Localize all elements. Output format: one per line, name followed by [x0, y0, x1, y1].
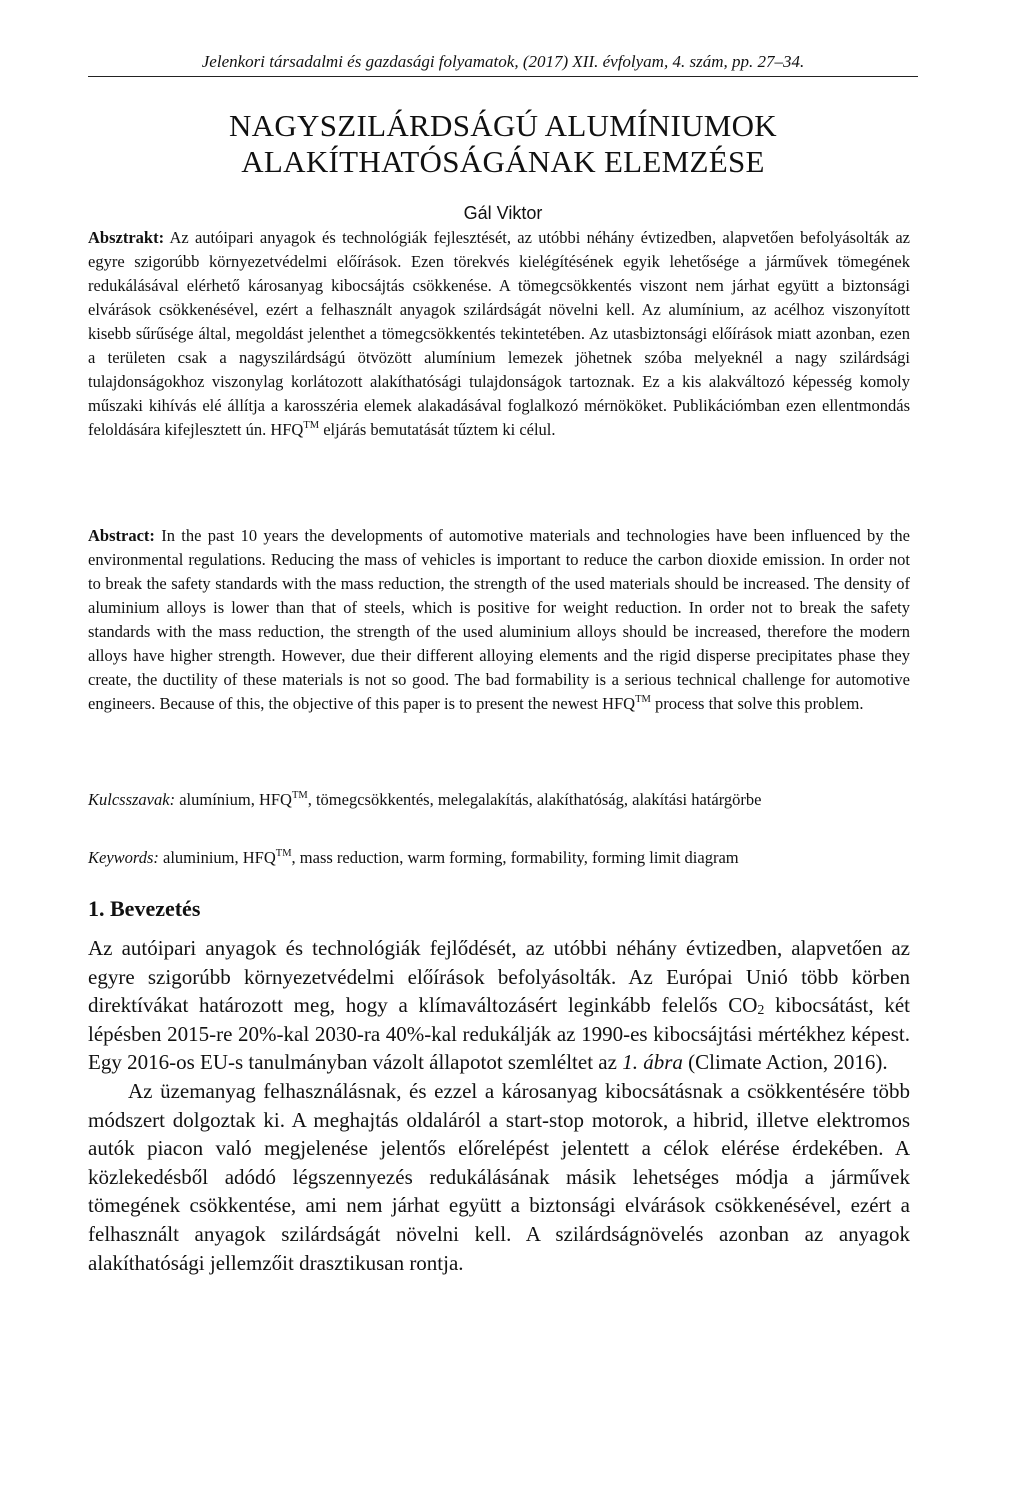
- title-line-1: NAGYSZILÁRDSÁGÚ ALUMÍNIUMOK: [228, 108, 777, 143]
- figure-reference: 1. ábra: [622, 1050, 683, 1075]
- keywords-hu-text-1: alumínium, HFQ: [175, 790, 292, 809]
- abstract-en-label: Abstract:: [88, 526, 155, 545]
- keywords-en-text-2: , mass reduction, warm forming, formability, forming limit diagram: [291, 848, 739, 867]
- co2-subscript: 2: [757, 1003, 765, 1019]
- abstract-english: [88, 524, 910, 716]
- p1-text-2: kibocsátást, két lépésben 2015-re 20%-kal 2030-ra 40%-kal redukálják az 1990-es kibocsájtási mértékhez képest. Egy 2016-os EU-s tanulmányban vázolt állapotot szemléltet az: [88, 993, 911, 1075]
- keywords-english: [88, 846, 918, 870]
- abstract-hu-text-1: Az autóipari anyagok és technológiák fejlesztését, az utóbbi néhány évtizedben, alapvetően befolyásolták az egyre szigorúbb környezetvédelmi előírások. Ezen törekvés kielégítésének egyik lehetősége a járművek tömegének redukálásával elérhető károsanyag kibocsájtás csökkenése. A tömegcsökkentés viszont nem járhat együtt a biztonsági elvárások csökkenésével, ezért a felhasznált anyagok szilárdságát növelni kell. Az alumínium, az acélhoz viszonyított kisebb sűrűsége által, megoldást jelenthet a tömegcsökkentés tekintetében. Az utasbiztonsági előírások miatt azonban, ezen a területen csak a nagyszilárdságú ötvözött alumínium lemezek jöhetnek szóba melyeknél a nagy szilárdsági tulajdonságokhoz viszonylag korlátozott alakíthatósági tulajdonságok tartoznak. Ez a kis alakváltozó képesség komoly műszaki kihívás elé állítja a karosszéria elemek alakadásával foglalkozó mérnököket. Publikációmban ezen ellentmondás feloldására kifejlesztett ún. HFQ: [88, 228, 910, 439]
- title-line-2: ALAKÍTHATÓSÁGÁNAK ELEMZÉSE: [241, 144, 765, 179]
- keywords-en-label: Keywords:: [88, 848, 159, 867]
- abstract-hungarian: [88, 226, 910, 442]
- author-name: Gál Viktor: [463, 203, 543, 223]
- keywords-hu-label: Kulcsszavak:: [88, 790, 176, 809]
- abstract-en-text-2: process that solve this problem.: [650, 694, 864, 713]
- trademark-superscript: TM: [291, 790, 308, 801]
- abstract-hu-text-2: eljárás bemutatását tűztem ki célul.: [319, 420, 556, 439]
- abstract-hu-label: Absztrakt:: [88, 228, 165, 247]
- body-paragraph-1: [88, 934, 910, 1077]
- p1-text-3: (Climate Action, 2016).: [682, 1050, 888, 1075]
- body-paragraph-2: Az üzemanyag felhasználásnak, és ezzel a károsanyag kibocsátásnak a csökkentésére több módszert dolgoztak ki. A meghajtás oldaláról a start-stop motorok, a hibrid, illetve elektromos autók piacon való megjelenése jelentős előrelépést jelentett a célok elérése érdekében. A közlekedésből adódó légszennyezés redukálásának másik lehetséges módja a járművek tömegének csökkentése, ami nem járhat együtt a biztonsági elvárások csökkenésével, ezért a felhasznált anyagok szilárdságát növelni kell. A szilárdságnövelés azonban az anyagok alakíthatósági jellemzőit drasztikusan rontja.: [88, 1078, 910, 1275]
- keywords-en-text-1: aluminium, HFQ: [158, 848, 276, 867]
- abstract-en-text-1: In the past 10 years the developments of automotive materials and technologies have been influenced by the environmental regulations. Reducing the mass of vehicles is important to reduce the carbon dioxide emission. In order not to break the safety standards with the mass reduction, the strength of the used materials should be increased. The density of aluminium alloys is lower than that of steels, which is positive for weight reduction. In order not to break the safety standards with the mass reduction, the strength of the used aluminium alloys should be increased, therefore the modern alloys have higher strength. However, due their different alloying elements and the rigid disperse precipitates phase they create, the ductility of these materials is not so good. The bad formability is a serious technical challenge for automotive engineers. Because of this, the objective of this paper is to present the newest HFQ: [88, 526, 910, 713]
- keywords-hu-text-2: , tömegcsökkentés, melegalakítás, alakíthatóság, alakítási határgörbe: [307, 790, 762, 809]
- p1-text-1: Az autóipari anyagok és technológiák fejlődését, az utóbbi néhány évtizedben, alapvetően az egyre szigorúbb környezetvédelmi előírások befolyásolták. Az Európai Unió több körben direktívákat határozott meg, hogy a klímaváltozásért leginkább felelős CO: [88, 936, 910, 1018]
- paper-title: [88, 108, 918, 180]
- introduction-body: [88, 934, 910, 1277]
- trademark-superscript: TM: [635, 694, 651, 705]
- keywords-hungarian: [88, 788, 910, 812]
- section-heading-introduction: 1. Bevezetés: [88, 896, 201, 921]
- running-header: Jelenkori társadalmi és gazdasági folyamatok, (2017) XII. évfolyam, 4. szám, pp. 27–34.: [88, 52, 918, 77]
- trademark-superscript: TM: [303, 420, 320, 431]
- trademark-superscript: TM: [275, 848, 292, 859]
